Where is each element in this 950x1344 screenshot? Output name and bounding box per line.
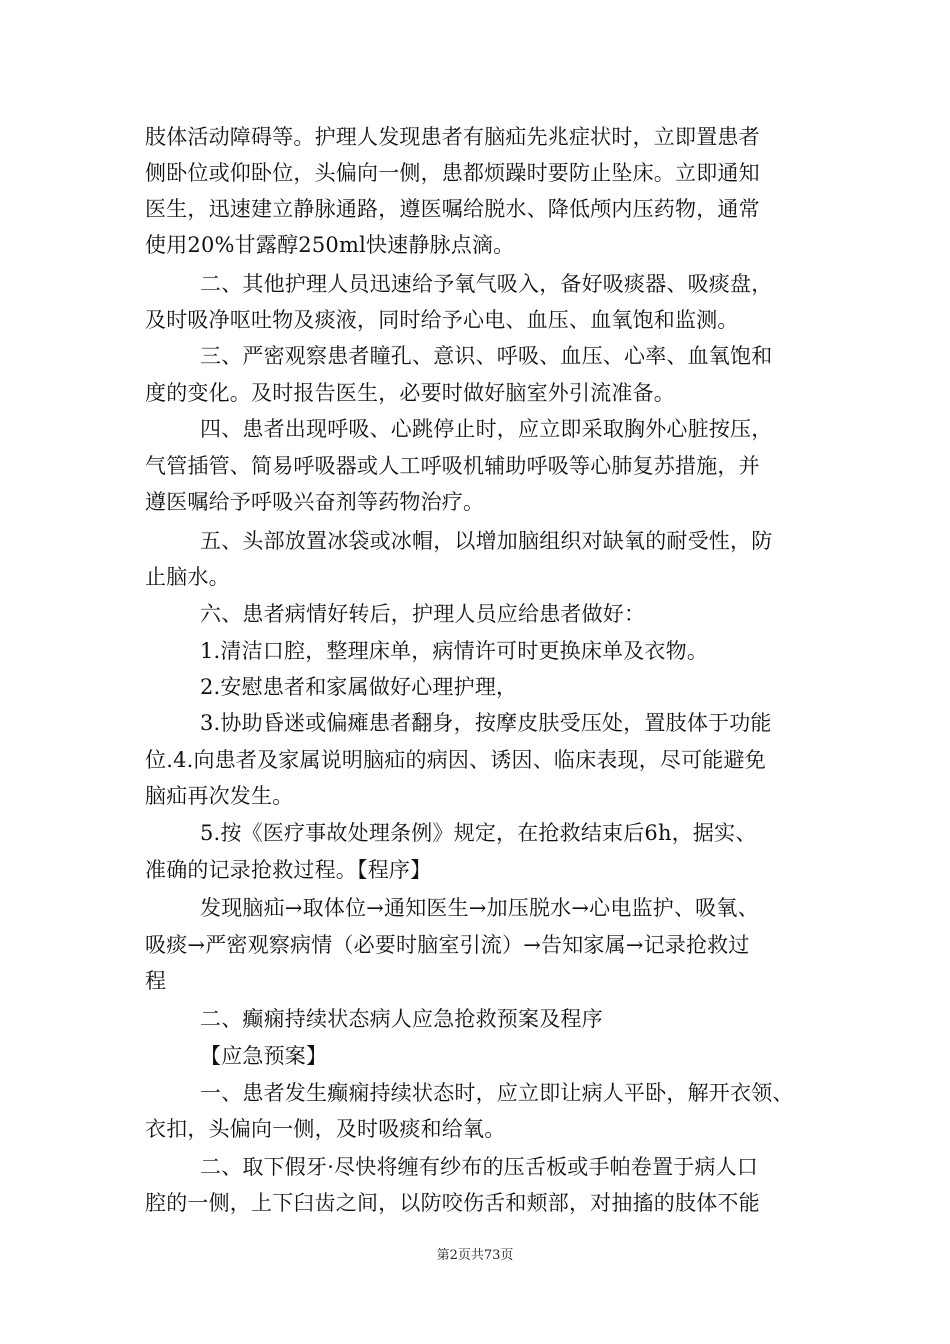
body-line: 准确的记录抢救过程。【程序】 bbox=[145, 858, 432, 882]
body-line: 脑疝再次发生。 bbox=[145, 784, 294, 808]
body-line: 1.清洁口腔，整理床单，病情许可时更换床单及衣物。 bbox=[200, 639, 709, 663]
section-heading: 二、癫痫持续状态病人应急抢救预案及程序 bbox=[200, 1007, 603, 1031]
body-line: 三、严密观察患者瞳孔、意识、呼吸、血压、心率、血氧饱和 bbox=[200, 344, 773, 368]
body-line: 使用20%甘露醇250ml快速静脉点滴。 bbox=[145, 233, 515, 257]
body-line: 四、患者出现呼吸、心跳停止时，应立即采取胸外心脏按压， bbox=[200, 417, 773, 441]
page-number-footer: 第2页共73页 bbox=[436, 1248, 514, 1263]
body-line: 五、头部放置冰袋或冰帽，以增加脑组织对缺氧的耐受性，防 bbox=[200, 529, 773, 553]
body-line: 止脑水。 bbox=[145, 565, 230, 589]
body-line: 腔的一侧，上下臼齿之间，以防咬伤舌和颊部，对抽搐的肢体不能 bbox=[145, 1191, 760, 1215]
body-line: 5.按《医疗事故处理条例》规定，在抢救结束后6h，据实、 bbox=[200, 821, 757, 845]
body-line: 度的变化。及时报告医生，必要时做好脑室外引流准备。 bbox=[145, 381, 675, 405]
body-line: 侧卧位或仰卧位，头偏向一侧，患都烦躁时要防止坠床。立即通知 bbox=[145, 161, 760, 185]
body-line: 发现脑疝→取体位→通知医生→加压脱水→心电监护、吸氧、 bbox=[200, 896, 759, 920]
body-line: 六、患者病情好转后，护理人员应给患者做好： bbox=[200, 602, 646, 626]
body-line: 二、其他护理人员迅速给予氧气吸入，备好吸痰器、吸痰盘， bbox=[200, 272, 773, 296]
subsection-heading: 【应急预案】 bbox=[200, 1044, 328, 1068]
body-line: 医生，迅速建立静脉通路，遵医嘱给脱水、降低颅内压药物，通常 bbox=[145, 197, 760, 221]
body-line: 肢体活动障碍等。护理人发现患者有脑疝先兆症状时，立即置患者 bbox=[145, 125, 760, 149]
body-line: 3.协助昏迷或偏瘫患者翻身，按摩皮肤受压处，置肢体于功能 bbox=[200, 711, 772, 735]
body-line: 程 bbox=[145, 969, 167, 993]
body-line: 遵医嘱给予呼吸兴奋剂等药物治疗。 bbox=[145, 490, 485, 514]
body-line: 位.4.向患者及家属说明脑疝的病因、诱因、临床表现，尽可能避免 bbox=[145, 748, 766, 772]
body-line: 一、患者发生癫痫持续状态时，应立即让病人平卧，解开衣领、 bbox=[200, 1081, 794, 1105]
body-line: 二、取下假牙·尽快将缠有纱布的压舌板或手帕卷置于病人口 bbox=[200, 1155, 759, 1179]
body-line: 及时吸净呕吐物及痰液，同时给予心电、血压、血氧饱和监测。 bbox=[145, 308, 739, 332]
body-line: 2.安慰患者和家属做好心理护理， bbox=[200, 675, 518, 699]
body-line: 衣扣，头偏向一侧，及时吸痰和给氧。 bbox=[145, 1117, 506, 1141]
body-line: 气管插管、简易呼吸器或人工呼吸机辅助呼吸等心肺复苏措施，并 bbox=[145, 454, 760, 478]
body-line: 吸痰→严密观察病情（必要时脑室引流）→告知家属→记录抢救过 bbox=[145, 933, 750, 957]
